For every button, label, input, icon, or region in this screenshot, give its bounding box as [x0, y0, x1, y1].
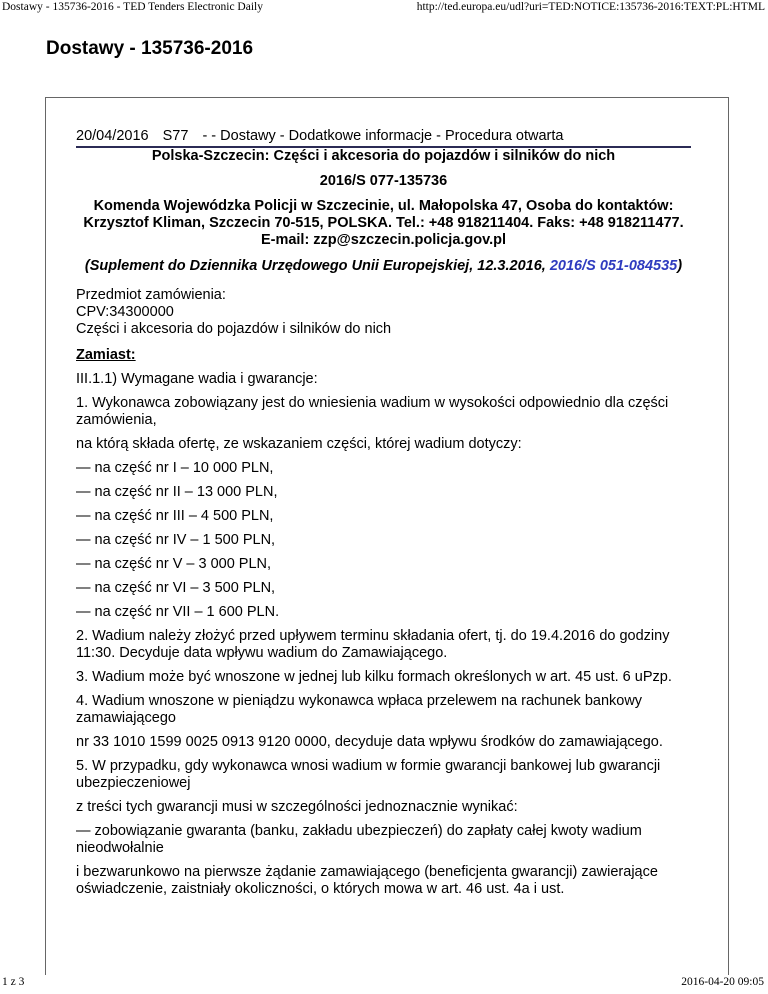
paragraph: 5. W przypadku, gdy wykonawca wnosi wadium w formie gwarancji bankowej lub gwarancji ubezpieczeniowej [76, 758, 661, 791]
page-title: Dostawy - 135736-2016 [46, 38, 254, 59]
paragraph: i bezwarunkowo na pierwsze żądanie zamawiającego (beneficjenta gwarancji) zawierające oświadczenie, zaistniały okoliczności, o których mowa w art. 46 ust. 4a i ust. [76, 864, 658, 897]
paragraph: nr 33 1010 1599 0025 0913 9120 0000, decyduje data wpływu środków do zamawiającego. [76, 734, 663, 750]
paragraph: — na część nr II – 13 000 PLN, [76, 484, 278, 500]
paragraph: — na część nr VII – 1 600 PLN. [76, 604, 280, 620]
notice-meta-line [76, 128, 691, 148]
paragraph: — na część nr IV – 1 500 PLN, [76, 532, 276, 548]
subject-block [76, 287, 691, 338]
paragraph: 4. Wadium wnoszone w pieniądzu wykonawca wpłaca przelewem na rachunek bankowy zamawiającego [76, 693, 643, 726]
paragraph: 3. Wadium może być wnoszone w jednej lub kilku formach określonych w art. 45 ust. 6 uPzp. [76, 669, 672, 685]
notice-series: S77 [162, 128, 189, 144]
print-header [0, 0, 768, 20]
contracting-authority: Komenda Wojewódzka Policji w Szczecinie, ul. Małopolska 47, Osoba do kontaktów: Krzysztof Kliman, Szczecin 70-515, POLSKA. Tel.: +48 918211404. Faks: +48 918211477. E-mail: zzp@szczecin.policja.gov.pl [83, 198, 684, 248]
paragraph: — na część nr VI – 3 500 PLN, [76, 580, 276, 596]
subject-label: Przedmiot zamówienia: [76, 287, 226, 303]
paragraph: z treści tych gwarancji musi w szczególności jednoznacznie wynikać: [76, 799, 518, 815]
cpv-description: Części i akcesoria do pojazdów i silników do nich [76, 321, 392, 337]
paragraph: na którą składa ofertę, ze wskazaniem części, której wadium dotyczy: [76, 436, 522, 452]
print-footer [0, 972, 768, 994]
paragraph: — na część nr I – 10 000 PLN, [76, 460, 274, 476]
paragraph: 2. Wadium należy złożyć przed upływem terminu składania ofert, tj. do 19.4.2016 do godziny 11:30. Decyduje data wpływu wadium do Zamawiającego. [76, 628, 670, 661]
supplement-close: ) [677, 258, 683, 274]
body-paragraphs [76, 371, 691, 898]
print-datetime: 2016-04-20 09:05 [681, 976, 764, 988]
notice-content [76, 128, 691, 898]
notice-reference: 2016/S 077-135736 [319, 173, 448, 189]
print-page-title: Dostawy - 135736-2016 - TED Tenders Electronic Daily [2, 1, 263, 13]
notice-type: - - Dostawy - Dodatkowe informacje - Procedura otwarta [202, 128, 564, 144]
paragraph: III.1.1) Wymagane wadia i gwarancje: [76, 371, 318, 387]
print-url[interactable]: http://ted.europa.eu/udl?uri=TED:NOTICE:135736-2016:TEXT:PL:HTML [416, 1, 765, 13]
page-count: 1 z 3 [2, 976, 25, 988]
paragraph: — na część nr V – 3 000 PLN, [76, 556, 272, 572]
supplement-reference [76, 258, 691, 275]
instead-heading: Zamiast: [76, 347, 136, 363]
supplement-link[interactable]: 2016/S 051-084535 [549, 258, 678, 274]
notice-title: Polska-Szczecin: Części i akcesoria do pojazdów i silników do nich [151, 148, 616, 164]
cpv-code: CPV:34300000 [76, 304, 174, 320]
paragraph: 1. Wykonawca zobowiązany jest do wniesienia wadium w wysokości odpowiednio dla części zamówienia, [76, 395, 669, 428]
notice-date: 20/04/2016 [76, 128, 149, 144]
paragraph: — na część nr III – 4 500 PLN, [76, 508, 274, 524]
supplement-text: (Suplement do Dziennika Urzędowego Unii Europejskiej, 12.3.2016, [84, 258, 550, 274]
paragraph: — zobowiązanie gwaranta (banku, zakładu ubezpieczeń) do zapłaty całej kwoty wadium nieodwołalnie [76, 823, 642, 856]
